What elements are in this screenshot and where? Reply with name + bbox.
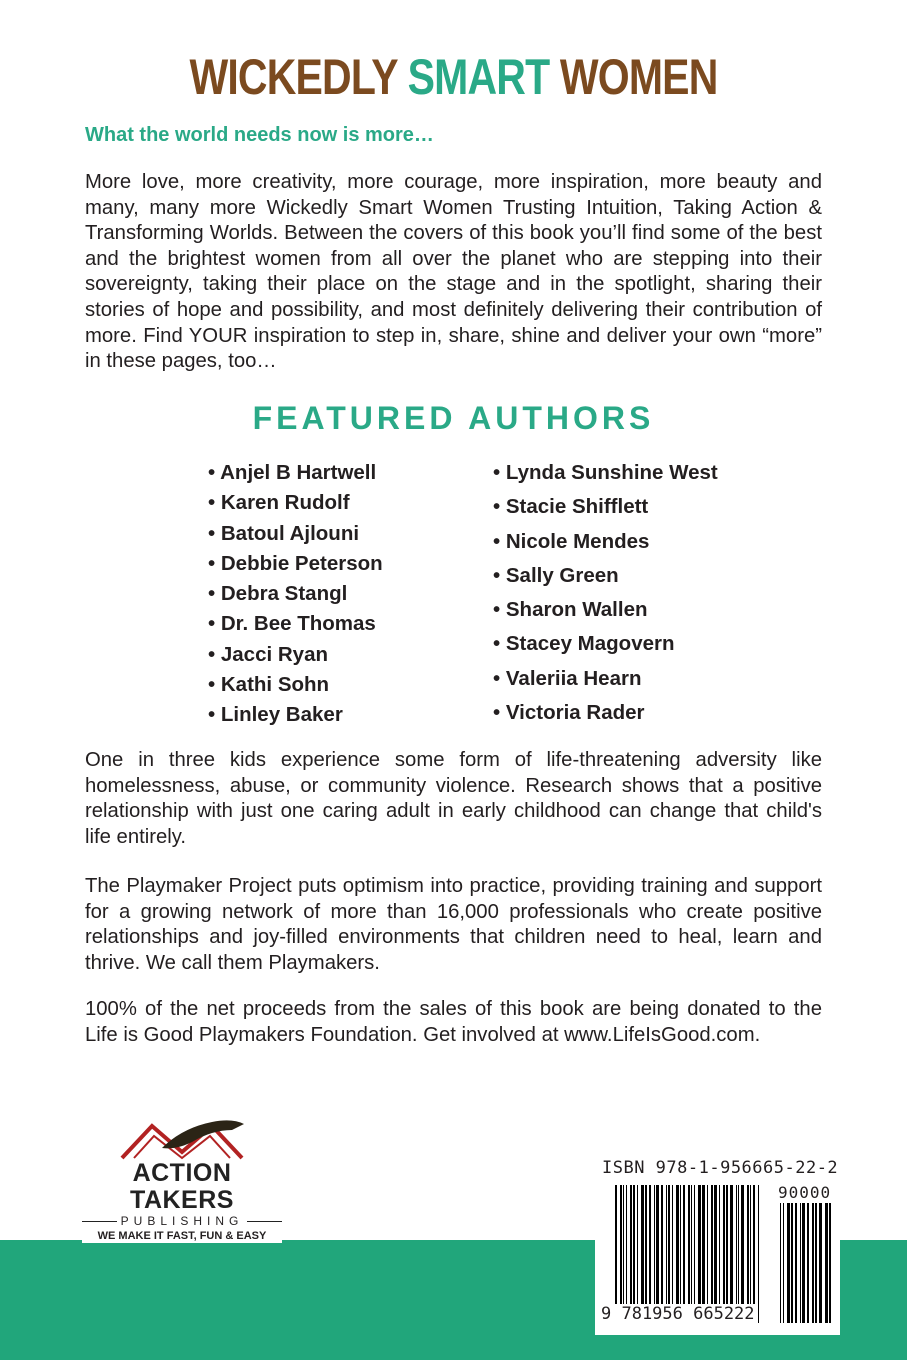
barcode-bar: [676, 1185, 679, 1323]
publisher-logo: [82, 1118, 282, 1243]
author-name: • Sharon Wallen: [493, 598, 718, 632]
author-name: • Nicole Mendes: [493, 530, 718, 564]
barcode-number: 9 781956 665222: [601, 1304, 755, 1324]
barcode-bar: [680, 1185, 681, 1323]
barcode-bar: [750, 1185, 751, 1323]
price-barcode-bars: [780, 1203, 835, 1323]
barcode-bar: [707, 1185, 708, 1323]
barcode-bar: [691, 1185, 692, 1323]
author-name: • Karen Rudolf: [208, 491, 383, 521]
barcode-bar: [758, 1185, 759, 1323]
barcode-bar: [637, 1185, 638, 1323]
barcode-bar: [623, 1185, 624, 1323]
barcode-bar: [630, 1185, 632, 1323]
intro-paragraph: More love, more creativity, more courage, more inspiration, more beauty and many, many more Wickedly Smart Women Trusting Intuition, Taking Action & Transforming Worlds. Between the covers of this book you’ll find some of the best and the brightest women from all over the planet who are stepping into their sovereignty, taking their place on the stage and in the spotlight, sharing their stories of hope and possibility, and most definitely delivering their contribution of more. Find YOUR inspiration to step in, share, shine and deliver your own “more” in these pages, too…: [85, 171, 822, 373]
title-word: WICKEDLY: [189, 49, 408, 105]
barcode-bar: [819, 1203, 822, 1323]
barcode-bar: [694, 1185, 695, 1323]
barcode-bar: [829, 1203, 831, 1323]
author-name: • Stacie Shifflett: [493, 495, 718, 529]
barcode-bar: [791, 1203, 793, 1323]
author-name: • Batoul Ajlouni: [208, 522, 383, 552]
barcode-bar: [702, 1185, 705, 1323]
isbn-text: ISBN 978-1-956665-22-2: [602, 1158, 839, 1178]
barcode-bar: [800, 1203, 801, 1323]
publisher-name: ACTION TAKERS: [130, 1159, 234, 1214]
barcode-bar: [812, 1203, 814, 1323]
publisher-sub: PUBLISHING: [120, 1214, 244, 1228]
author-name: • Valeriia Hearn: [493, 667, 718, 701]
author-name: • Dr. Bee Thomas: [208, 612, 383, 642]
barcode-bar: [698, 1185, 701, 1323]
barcode-bars: [615, 1185, 767, 1323]
barcode-bar: [825, 1203, 828, 1323]
proceeds-paragraph: 100% of the net proceeds from the sales of this book are being donated to the Life is Good Playmakers Foundation. Get involved at www.LifeIsGood.com.: [85, 998, 822, 1046]
barcode-bar: [683, 1185, 685, 1323]
authors-list-right: [493, 461, 718, 735]
barcode-bar: [787, 1203, 790, 1323]
barcode-bar: [795, 1203, 797, 1323]
playmaker-paragraph: The Playmaker Project puts optimism into practice, providing training and support for a growing network of more than 16,000 professionals who create positive relationships and joy-filled environments that children need to heal, learn and thrive. We call them Playmakers.: [85, 875, 822, 974]
barcode-bar: [641, 1185, 644, 1323]
author-name: • Lynda Sunshine West: [493, 461, 718, 495]
barcode-bar: [645, 1185, 647, 1323]
barcode-bar: [726, 1185, 728, 1323]
author-name: • Anjel B Hartwell: [208, 461, 383, 491]
barcode-bar: [672, 1185, 673, 1323]
barcode-bar: [654, 1185, 655, 1323]
author-name: • Linley Baker: [208, 703, 383, 733]
author-name: • Victoria Rader: [493, 701, 718, 735]
author-name: • Sally Green: [493, 564, 718, 598]
barcode-bar: [802, 1203, 805, 1323]
barcode-bar: [656, 1185, 659, 1323]
barcode-bar: [688, 1185, 690, 1323]
barcode-bar: [736, 1185, 737, 1323]
barcode-bar: [723, 1185, 725, 1323]
author-name: • Stacey Magovern: [493, 632, 718, 666]
barcode-bar: [714, 1185, 717, 1323]
barcode-bar: [661, 1185, 663, 1323]
barcode-bar: [807, 1203, 809, 1323]
author-name: • Debra Stangl: [208, 582, 383, 612]
book-title: [82, 48, 826, 106]
tagline: What the world needs now is more…: [85, 124, 434, 146]
barcode-bar: [741, 1185, 744, 1323]
price-code: 90000: [778, 1183, 832, 1202]
barcode-bar: [649, 1185, 651, 1323]
barcode-bar: [719, 1185, 720, 1323]
barcode-bar: [668, 1185, 670, 1323]
author-name: • Jacci Ryan: [208, 643, 383, 673]
barcode-bar: [780, 1203, 781, 1323]
barcode-bar: [615, 1185, 617, 1323]
book-jaguar-icon: [112, 1118, 252, 1160]
author-name: • Kathi Sohn: [208, 673, 383, 703]
authors-list-left: [208, 461, 383, 734]
barcode-bar: [753, 1185, 755, 1323]
barcode-bar: [620, 1185, 622, 1323]
featured-authors-heading: FEATURED AUTHORS: [252, 400, 655, 436]
barcode-bar: [815, 1203, 817, 1323]
adversity-paragraph: One in three kids experience some form of life-threatening adversity like homelessness, abuse, or community violence. Research shows that a positive relationship with just one caring adult in early childhood can change that child's life entirely.: [85, 749, 822, 848]
barcode-bar: [633, 1185, 635, 1323]
barcode-bar: [783, 1203, 784, 1323]
title-word: WOMEN: [549, 49, 718, 105]
isbn-barcode: [595, 1155, 840, 1335]
barcode-bar: [730, 1185, 733, 1323]
author-name: • Debbie Peterson: [208, 552, 383, 582]
barcode-bar: [626, 1185, 627, 1323]
barcode-bar: [666, 1185, 667, 1323]
barcode-bar: [747, 1185, 749, 1323]
publisher-slogan: WE MAKE IT FAST, FUN & EASY: [97, 1230, 267, 1242]
title-word-smart: SMART: [407, 49, 550, 105]
barcode-bar: [711, 1185, 713, 1323]
barcode-bar: [738, 1185, 739, 1323]
